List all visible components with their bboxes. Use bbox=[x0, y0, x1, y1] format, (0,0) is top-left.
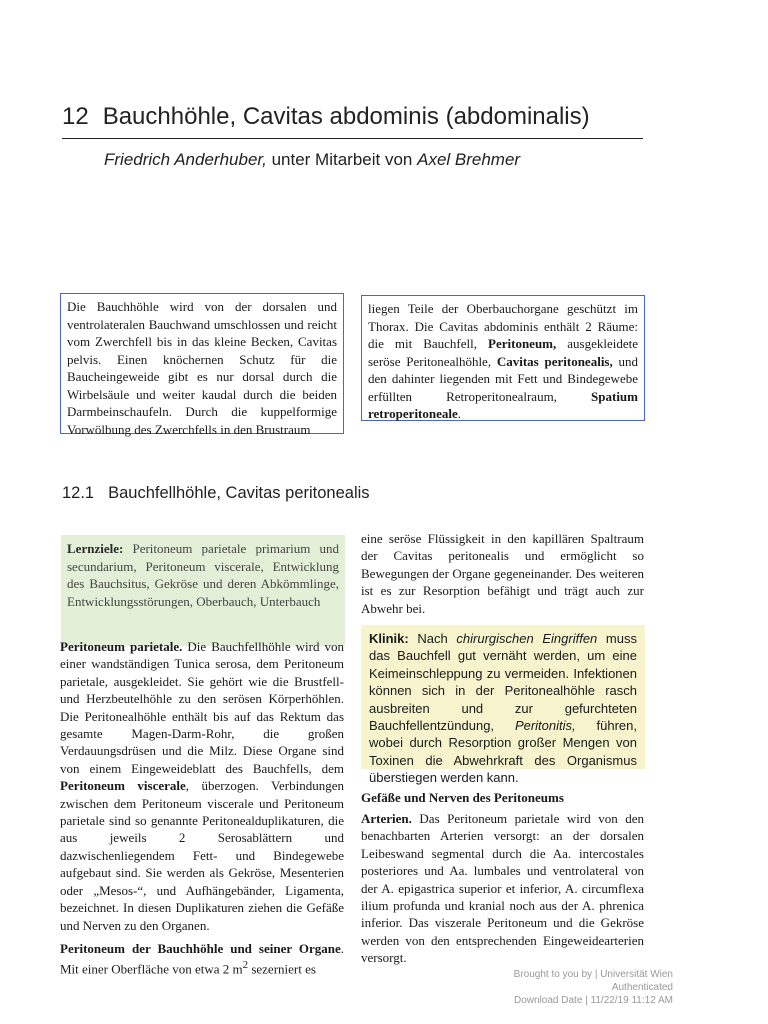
clinical-note-label: Klinik: bbox=[369, 631, 409, 646]
clinical-note-text: führen, wobei durch Resorption großer Mengen von Toxinen die Abwehrkraft des Organismus überstiegen werden kann. bbox=[369, 718, 637, 786]
right-column-top bbox=[361, 530, 644, 617]
term-peritoneum: Peritoneum, bbox=[488, 336, 557, 351]
intro-right-text: liegen Teile der Oberbauchorgane geschützt im Thorax. Die Cavitas abdominis enthält 2 Räume: die mit Bauchfell, bbox=[368, 301, 638, 351]
section-title: Bauchfellhöhle, Cavitas peritonealis bbox=[108, 484, 370, 502]
chapter-authors bbox=[104, 150, 520, 170]
clinical-note-emphasis: chirurgischen Eingriffen bbox=[456, 631, 598, 646]
paragraph-arterien bbox=[361, 810, 644, 967]
paragraph-peritoneum-parietale bbox=[60, 638, 344, 934]
footer-download-date: Download Date | 11/22/19 11:12 AM bbox=[514, 995, 673, 1006]
paragraph-text: . Mit einer Oberfläche von etwa 2 m bbox=[60, 940, 344, 977]
footer-access-line: Brought to you by | Universität Wien bbox=[513, 969, 673, 980]
left-column bbox=[60, 638, 344, 978]
paragraph-text: , überzogen. Verbindungen zwischen dem Peritoneum viscerale und Peritoneum parietale sind so genannte Peritonealduplikaturen, die aus jeweils 2 Serosablättern und dazwischenliegendem Fett- und Bindegewebe aufgebaut sind. Sie werden als Gekröse, Mesenterien oder „Mesos-“, und Aufhängebänder, Ligamenta, bezeichnet. In diesen Duplikaturen ziehen die Gefäße und Nerven zu den Organen. bbox=[60, 778, 344, 933]
run-in-heading: Peritoneum parietale. bbox=[60, 639, 183, 654]
run-in-heading: Arterien. bbox=[361, 811, 412, 826]
author-collab-text: unter Mitarbeit von bbox=[266, 150, 418, 169]
clinical-note-text: Nach bbox=[408, 631, 457, 646]
clinical-note-text: muss das Bauchfell gut vernäht werden, um eine Keimeinschleppung zu vermeiden. Infektionen können sich in der Peritonealhöhle rasch ausbreiten und zur gefurchteten Bauchfellentzündung, bbox=[369, 631, 637, 734]
footer-auth-line: Authenticated bbox=[611, 982, 673, 993]
section-number: 12.1 bbox=[62, 484, 95, 502]
intro-box-left bbox=[60, 293, 344, 437]
paragraph-text: Die Bauchfellhöhle wird von einer wandständigen Tunica serosa, dem Peritoneum parietale, ausgekleidet. Sie gehört wie die Brustfell- und Herzbeutelhöhle zu den serösen Körperhöhlen. Die Peritonealhöhle enthält bis auf das Rektum das gesamte Magen-Darm-Rohr, die großen Verdauungsdrüsen und die Milz. Diese Organe sind von einem Eingeweideblatt des Bauchfells, dem bbox=[60, 639, 344, 776]
learning-goals-text: Peritoneum parietale primarium und secundarium, Peritoneum viscerale, Entwicklung des Bauchsitus, Gekröse und deren Abkömmlinge, Entwicklungsstörungen, Oberbauch, Unterbauch bbox=[67, 541, 339, 609]
paragraph-continuation: eine seröse Flüssigkeit in den kapillären Spaltraum der Cavitas peritonealis und ermöglicht so Bewegungen der Organe gegeneinander. Des weiteren ist es zur Resorption befähigt und trägt auch zur Abwehr bei. bbox=[361, 531, 644, 616]
clinical-note-box bbox=[361, 625, 645, 786]
learning-goals-box bbox=[61, 535, 345, 646]
author-primary: Friedrich Anderhuber, bbox=[104, 150, 267, 169]
intro-right-text: . bbox=[457, 406, 462, 421]
term-peritoneum-viscerale: Peritoneum viscerale bbox=[60, 778, 186, 794]
paragraph-text: Das Peritoneum parietale wird von den benachbarten Arterien versorgt: an der dorsalen Leibeswand segmental durch die Aa. intercostales posteriores und Aa. lumbales und ventrolateral von der A. epigastrica superior et inferior, A. circumflexa ilium profunda und kranial noch aus der A. phrenica inferior. Das viszerale Peritoneum und die Gekröse werden von den entsprechenden Eingeweidearterien versorgt. bbox=[361, 811, 644, 966]
intro-box-right bbox=[361, 295, 645, 421]
paragraph-text: sezerniert es bbox=[248, 961, 316, 977]
title-rule bbox=[62, 138, 643, 139]
intro-right-text: ausgekleidete seröse Peritonealhöhle, bbox=[368, 336, 638, 369]
term-cavitas-peritonealis: Cavitas peritonealis, bbox=[496, 353, 613, 369]
intro-left-text: Die Bauchhöhle wird von der dorsalen und ventrolateralen Bauchwand umschlossen und reicht vom Zwerchfell bis in das kleine Becken, Cavitas pelvis. Einen knöchernen Schutz für die Baucheingeweide gibt es nur dorsal durch die Wirbelsäule und weiter kaudal durch die beiden Darmbeinschaufeln. Durch die kuppelformige Vorwölbung des Zwerchfells in den Brustraum bbox=[67, 299, 337, 437]
run-in-heading: Peritoneum der Bauchhöhle und seiner Organe bbox=[60, 940, 341, 956]
author-secondary: Axel Brehmer bbox=[417, 150, 521, 169]
chapter-title bbox=[62, 103, 590, 131]
term-peritonitis: Peritonitis, bbox=[514, 718, 576, 734]
section-heading bbox=[62, 484, 370, 503]
paragraph-arterien-text bbox=[361, 810, 644, 967]
subsection-heading: Gefäße und Nerven des Peritoneums bbox=[361, 790, 564, 805]
chapter-number: 12 bbox=[62, 103, 89, 130]
learning-goals-label: Lernziele: bbox=[67, 541, 124, 556]
chapter-title-text: Bauchhöhle, Cavitas abdominis (abdominalis) bbox=[102, 103, 590, 130]
superscript: 2 bbox=[242, 959, 249, 972]
paragraph-peritoneum-bauchhoehle bbox=[60, 940, 344, 978]
term-spatium-retroperitoneale: Spatium retroperitoneale bbox=[368, 388, 638, 421]
intro-right-text: und den dahinter liegenden mit Fett und Bindegewebe erfüllten Retroperitonealraum, bbox=[368, 353, 638, 404]
